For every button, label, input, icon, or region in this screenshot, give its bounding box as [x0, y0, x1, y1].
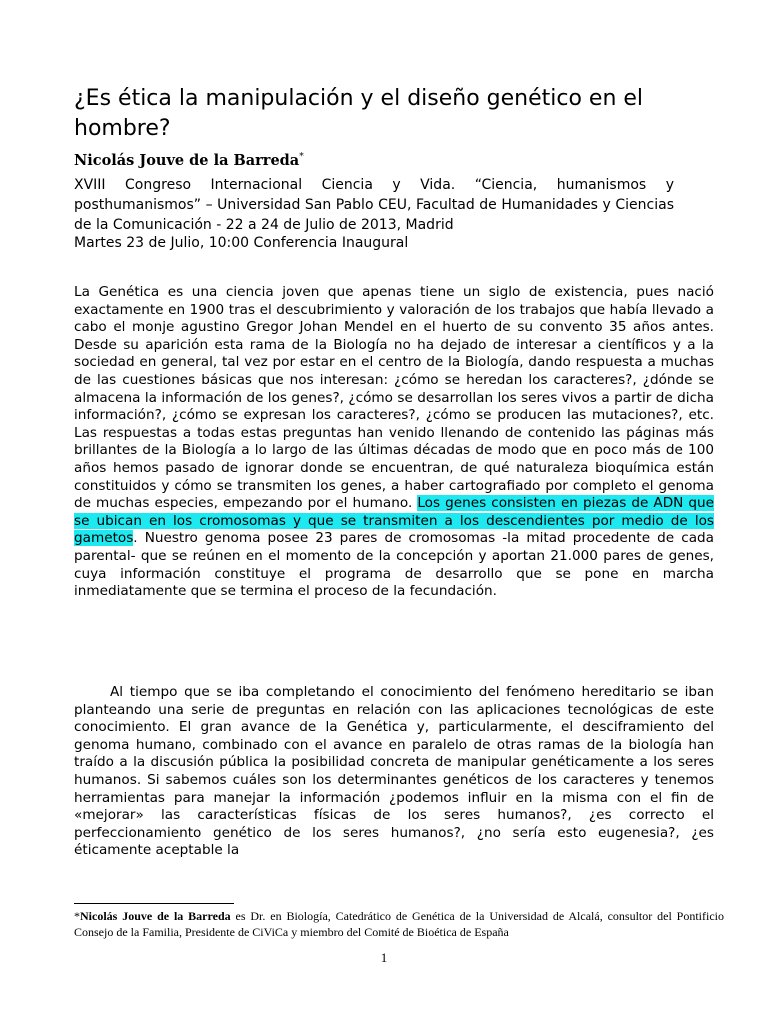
congress-info: XVIII Congreso Internacional Ciencia y Vida. “Ciencia, humanismos y posthumanismos” – Universidad San Pablo CEU, Facultad de Humanidades y Ciencias de la Comunicación - 22 a 24 de Julio de 2013, Madrid [74, 177, 674, 233]
author-footnote-marker: * [299, 152, 304, 162]
paragraph-1-text: La Genética es una ciencia joven que apenas tiene un siglo de existencia, pues nació exactamente en 1900 tras el descubrimiento y valoración de los trabajos que había llevado a cabo el monje agustino Gregor Johan Mendel en el huerto de su convento 35 años antes. Desde su aparición esta rama de la Biología no ha dejado de interesar a científicos y a la sociedad en general, tal vez por estar en el centro de la Biología, dando respuesta a muchas de las cuestiones básicas que nos interesan: ¿cómo se heredan los caracteres?, ¿dónde se almacena la información de los genes?, ¿cómo se desarrollan los seres vivos a partir de dicha información?, ¿cómo se expresan los caracteres?, ¿cómo se producen las mutaciones?, etc. Las respuestas a todas estas preguntas han venido llenando de contenido las páginas más brillantes de la Biología a lo largo de las últimas décadas de modo que en poco más de 100 años hemos pasado de ignorar donde se encuentran, de qué naturaleza bioquímica están constituidos y cómo se transmiten los genes, a haber cartografiado por completo el genoma de muchas especies, empezando por el humano. [74, 284, 714, 512]
footnote [74, 908, 724, 940]
footnote-marker: * [74, 909, 80, 923]
paragraph-2: Al tiempo que se iba completando el conocimiento del fenómeno hereditario se iban planteando una serie de preguntas en relación con las aplicaciones tecnológicas de este conocimiento. El gran avance de la Genética y, particularmente, el desciframiento del genoma humano, combinado con el avance en paralelo de otras ramas de la biología han traído a la discusión pública la posibilidad concreta de manipular genéticamente a los seres humanos. Si sabemos cuáles son los determinantes genéticos de los caracteres y tenemos herramientas para manejar la información ¿podemos influir en la misma con el fin de «mejorar» las características físicas de los seres humanos?, ¿es correcto el perfeccionamiento genético de los seres humanos?, ¿no sería esto eugenesia?, ¿es éticamente aceptable la [74, 684, 714, 859]
paragraph-1-continuation: . Nuestro genoma posee 23 pares de cromosomas -la mitad procedente de cada parental- que se reúnen en el momento de la concepción y aportan 21.000 pares de genes, cuya información constituye el programa de desarrollo que se pone en marcha inmediatamente que se termina el proceso de la fecundación. [74, 530, 714, 600]
footnote-text: es Dr. en Biología, Catedrático de Genética de la Universidad de Alcalá, consultor del Pontificio Consejo de la Familia, Presidente de CiViCa y miembro del Comité de Bioética de España [74, 909, 724, 939]
page-number: 1 [380, 950, 388, 965]
author-line [74, 147, 304, 171]
paragraph-1 [74, 284, 714, 601]
document-title: ¿Es ética la manipulación y el diseño genético en el hombre? [74, 86, 644, 141]
session-info: Martes 23 de Julio, 10:00 Conferencia Inaugural [74, 235, 409, 251]
highlighted-text: Los genes consisten en piezas de ADN que se ubican en los cromosomas y que se transmiten a los descendientes por medio de los gametos [74, 495, 714, 547]
footnote-divider [74, 903, 234, 904]
footnote-author-name: Nicolás Jouve de la Barreda [80, 909, 231, 923]
author-name: Nicolás Jouve de la Barreda [74, 151, 300, 169]
